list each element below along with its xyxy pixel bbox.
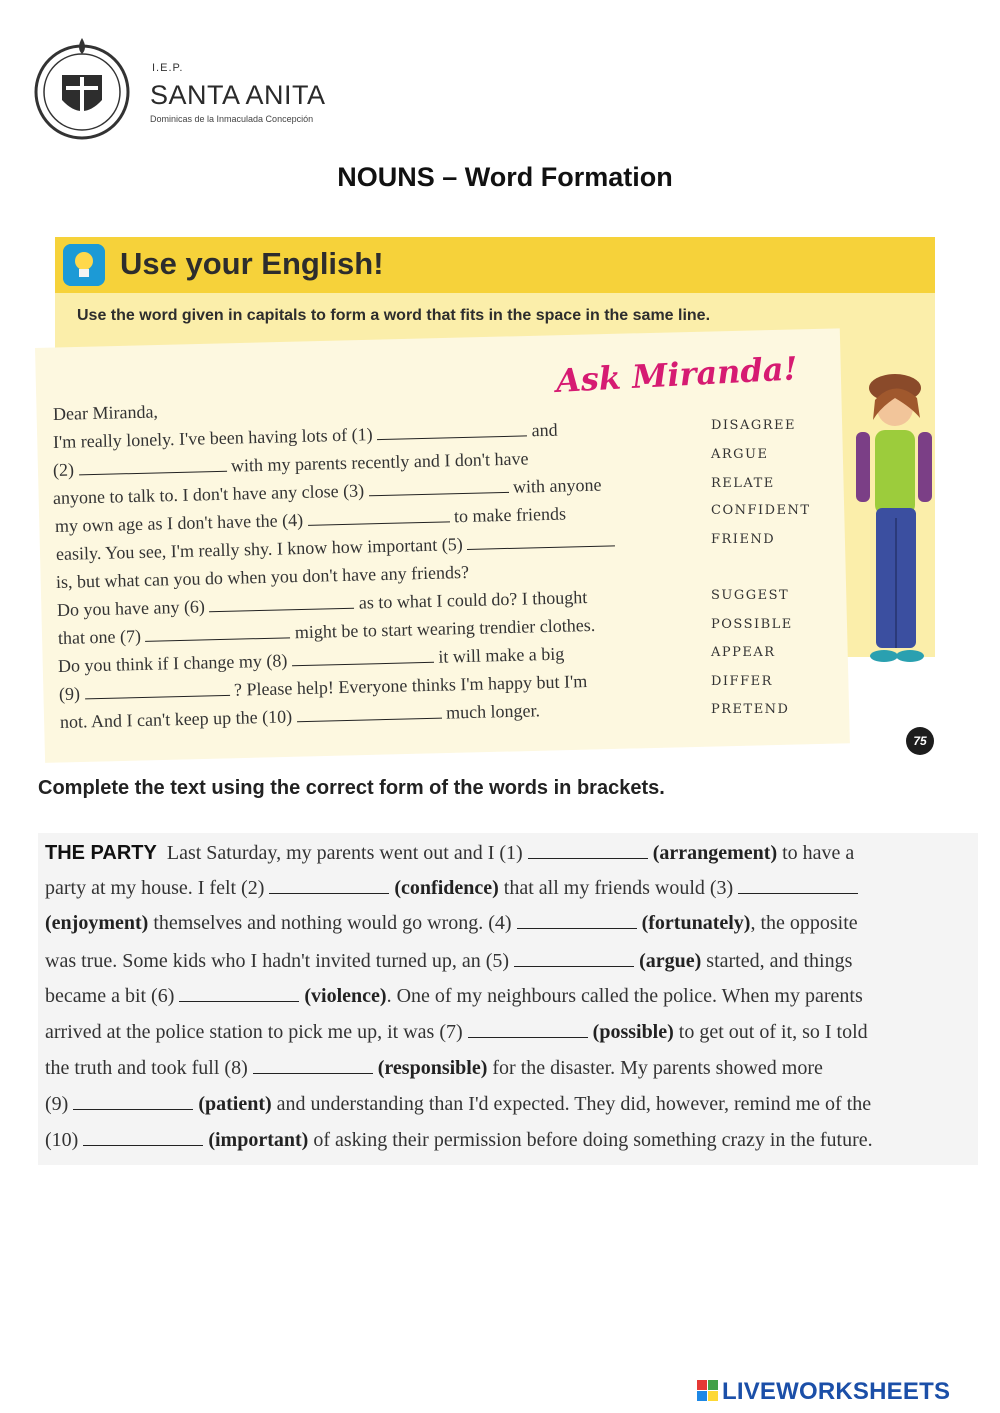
capital-word-3: RELATE [711,476,775,491]
capital-word-6: SUGGEST [711,588,790,603]
party-line-9: (10) (important) of asking their permission before doing something crazy in the future. [45,1129,873,1151]
party-blank-3[interactable] [738,879,858,894]
answer-blank-1[interactable] [377,423,527,440]
letter-line-9: Do you think if I change my (8) it will make a big [57,643,565,676]
answer-blank-10[interactable] [296,706,441,723]
letter-line-3: anyone to talk to. I don't have any close (3) with anyone [52,474,602,508]
party-line-6: arrived at the police station to pick me up, it was (7) (possible) to get out of it, so I told [45,1021,868,1043]
school-subtitle: Dominicas de la Inmaculada Concepción [150,114,314,124]
lightbulb-icon [63,244,105,286]
party-blank-2[interactable] [269,879,389,894]
girl-illustration [840,368,940,668]
letter-line-4: my own age as I don't have the (4) to make friends [54,503,567,536]
exercise2-instruction: Complete the text using the correct form of the words in brackets. [38,777,665,799]
school-abbrev: I.E.P. [152,62,184,74]
answer-blank-3[interactable] [368,480,508,496]
party-title: THE PARTY [45,842,157,864]
exercise1-instruction: Use the word given in capitals to form a word that fits in the space in the same line. [77,307,711,324]
capital-word-5: FRIEND [711,532,776,547]
letter-line-8: that one (7) might be to start wearing trendier clothes. [57,614,596,648]
page-number-badge: 75 [906,727,934,755]
liveworksheets-logo-icon [697,1380,719,1402]
letter-line-0: Dear Miranda, [52,401,159,424]
party-blank-7[interactable] [468,1023,588,1038]
answer-blank-5[interactable] [467,533,615,550]
letter-line-2: (2) with my parents recently and I don't have [52,448,529,480]
party-line-4: was true. Some kids who I hadn't invited turned up, an (5) (argue) started, and things [45,950,853,972]
party-blank-8[interactable] [253,1059,373,1074]
party-line-7: the truth and took full (8) (responsible) for the disaster. My parents showed more [45,1057,823,1079]
capital-word-7: POSSIBLE [711,617,793,632]
party-line-2: party at my house. I felt (2) (confidence) that all my friends would (3) [45,877,858,900]
capital-word-2: ARGUE [711,447,769,462]
party-blank-1[interactable] [528,844,648,859]
answer-blank-9[interactable] [84,683,229,700]
party-blank-5[interactable] [514,952,634,967]
party-blank-10[interactable] [83,1131,203,1146]
letter-line-1: I'm really lonely. I've been having lots of (1) and [52,419,558,452]
letter-line-11: not. And I can't keep up the (10) much longer. [59,700,541,732]
answer-blank-6[interactable] [209,596,354,613]
answer-blank-4[interactable] [307,509,449,525]
capital-word-1: DISAGREE [711,418,797,433]
page-title: NOUNS – Word Formation [337,162,673,192]
answer-blank-2[interactable] [78,459,226,476]
letter-line-7: Do you have any (6) as to what I could do? I thought [56,587,588,620]
answer-blank-8[interactable] [292,650,434,666]
letter-title: Ask Miranda! [555,349,799,400]
capital-word-4: CONFIDENT [711,503,811,518]
exercise1-heading: Use your English! [120,246,384,281]
letter-line-6: is, but what can you do when you don't have any friends? [55,561,470,592]
party-line-3: (enjoyment) themselves and nothing would go wrong. (4) (fortunately), the opposite [45,912,858,934]
capital-word-10: PRETEND [711,702,790,717]
letter-line-5: easily. You see, I'm really shy. I know how important (5) [56,530,616,565]
party-line-5: became a bit (6) (violence). One of my neighbours called the police. When my parents [45,985,863,1007]
party-blank-6[interactable] [179,987,299,1002]
letter-line-10: (9) ? Please help! Everyone thinks I'm happy but I'm [58,671,588,704]
capital-word-8: APPEAR [711,645,776,660]
party-line-8: (9) (patient) and understanding than I'd expected. They did, however, remind me of the [45,1093,872,1115]
party-line-1: THE PARTY Last Saturday, my parents went out and I (1) (arrangement) to have a [45,842,855,864]
liveworksheets-brand[interactable]: LIVEWORKSHEETS [722,1378,951,1405]
capital-word-9: DIFFER [711,674,773,689]
party-blank-9[interactable] [73,1095,193,1110]
answer-blank-7[interactable] [145,625,290,642]
school-name: SANTA ANITA [150,80,326,110]
party-blank-4[interactable] [517,914,637,929]
